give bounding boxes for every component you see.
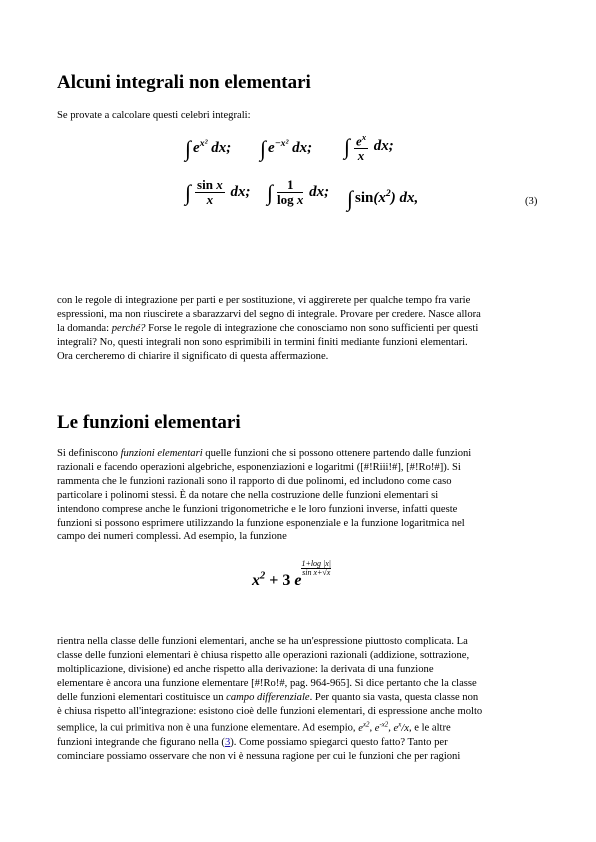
paragraph-differential-field: rientra nella classe delle funzioni elementari, anche se ha un'espressione piuttosto complicata. La classe delle funzioni elementari è chiusa rispetto alle operazioni razionali (addizione, sottrazione, moltiplicazione, divisione) ed anche rispetto alla derivazione: la derivata di una funzione elementare è ancora una funzione elementare [#!Ro!#, pag. 964-965]. Si dice pertanto che la classe delle funzioni elementari costituisce un campo differenziale. Per quanto sia vasta, questa classe non è chiusa rispetto all'integrazione: esistono cioè delle funzioni elementari, di espressione anche molto semplice, la cui primitiva non è una funzione elementare. Ad esempio, $e^{x2}$, $e^{-x2}$, $e^x/x$, e le altre funzioni integrande che figurano nella (3). Come possiamo spiegarci questo fatto? Tanto per cominciare possiamo osservare che non vi è nessuna ragione per cui le funzioni che per ragioni [57,636,483,762]
section-title: Alcuni integrali non elementari [57,72,311,93]
equation-number: (3) [525,196,538,207]
integrals-equation: ∫ $e^{x^2}$ dx; ∫ $e^{-x^2}$ dx; ∫ $\frac{e^x}{x}$ dx; ∫ $\frac{\text{sin x}}{x}$ dx; ∫ $\frac{1}{\text{log x}}$ dx; ∫ $\sin(x^2)$ dx, (3) [185,132,538,211]
equation-reference-link[interactable]: 3 [224,736,231,748]
paragraph-elementary-functions: Si definiscono funzioni elementari quelle funzioni che si possono ottenere partendo dalle funzioni razionali e facendo operazioni algebriche, esponenziazioni e logaritmi ([#!Riii!#], [#!Ro!#]). Si rammenta che le funzioni razionali sono il rapporto di due polinomi, ed includono come caso particolare i polinomi stessi. È da notare che nella costruzione delle funzioni elementari si intendono comprese anche le funzioni trigonometriche e le loro funzioni inverse, infatti queste funzioni si possono esprimere utilizzando la funzione esponenziale e la funzione logaritmica nel campo dei numeri complessi. Ad esempio, la funzione [57,448,472,543]
intro-paragraph: Se provate a calcolare questi celebri integrali: [57,110,251,121]
example-function-equation: $x^2 + 3$ e $\frac{1+\log |x|}{\text{sin x+√x}}$ [252,559,332,589]
paragraph-integration: con le regole di integrazione per parti e per sostituzione, vi aggirerete per qualche tempo fra varie espressioni, ma non riuscirete a sbarazzarvi del segno di integrale. Provare per credere. Nasce allora la domanda: perché? Forse le regole di integrazione che conosciamo non sono sufficienti per questi integrali? No, questi integrali non sono esprimibili in termini finiti mediante funzioni elementari. Ora cercheremo di chiarire il significato di questa affermazione. [57,295,481,362]
section-title-2: Le funzioni elementari [57,412,241,433]
